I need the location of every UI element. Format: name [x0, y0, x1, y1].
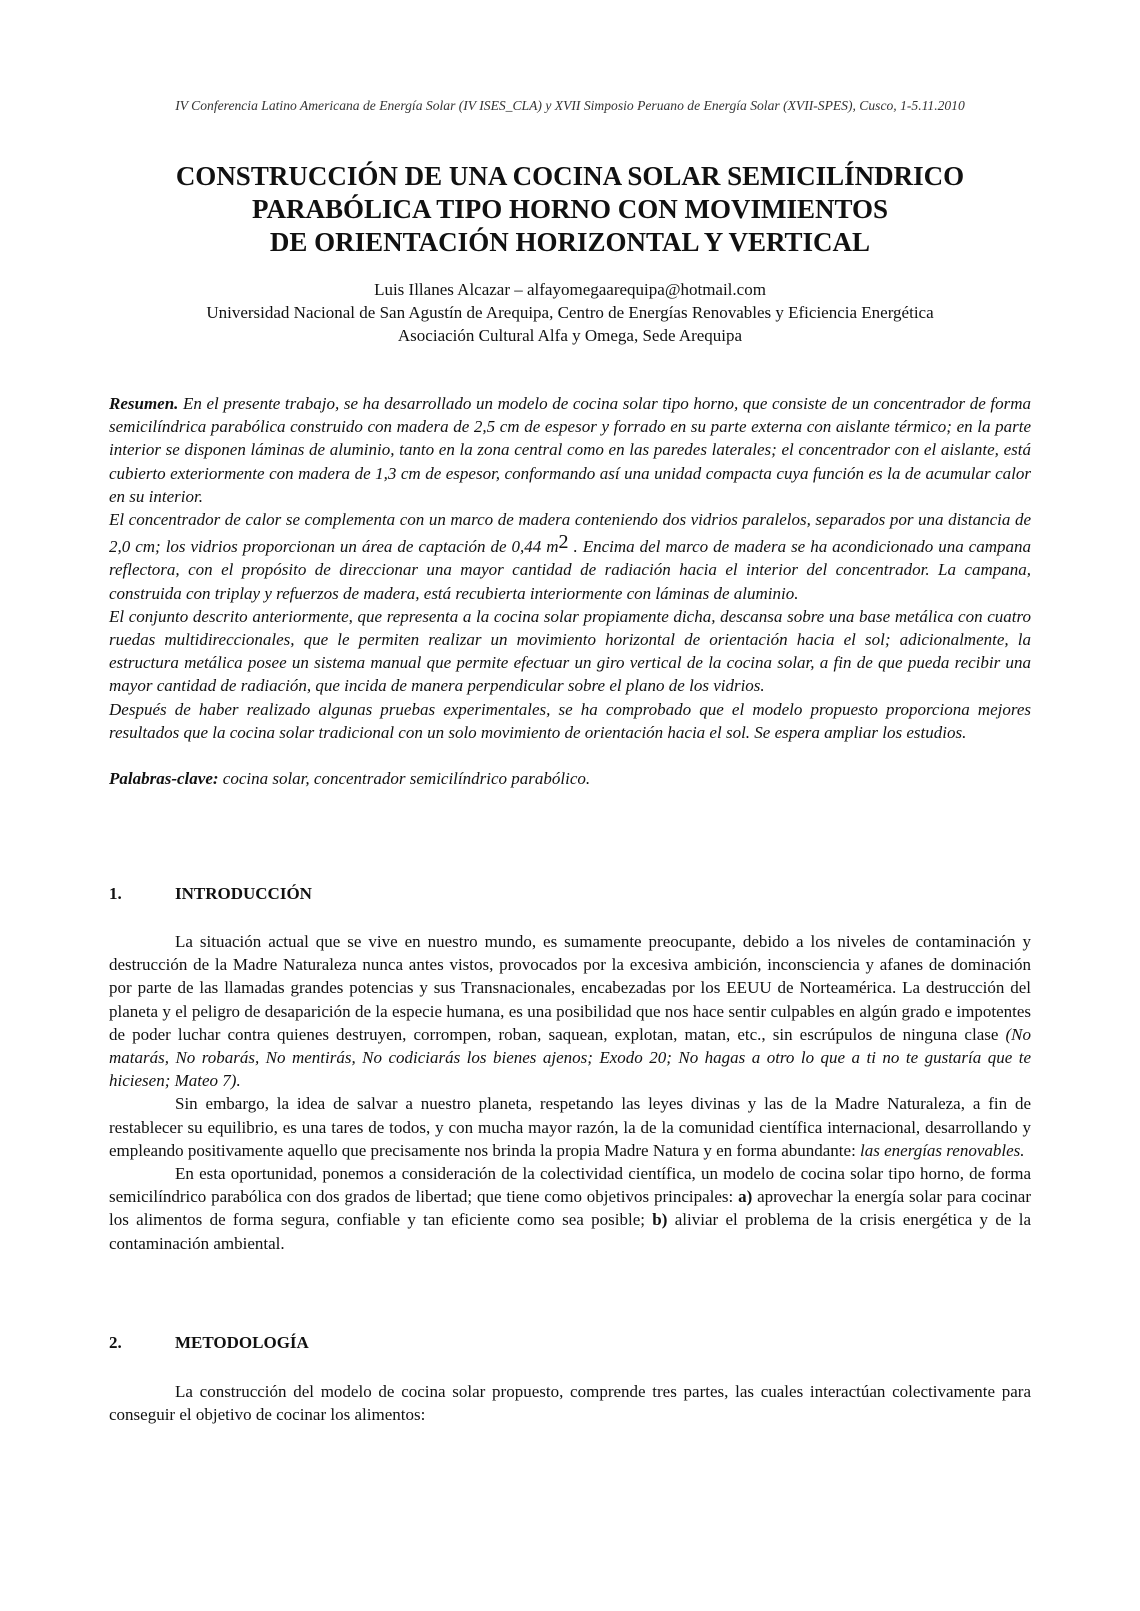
abstract-paragraph-4: Después de haber realizado algunas pruebas experimentales, se ha comprobado que el modelo propuesto proporciona mejores resultados que la cocina solar tradicional con un solo movimiento de orientación hacia el sol. Se espera ampliar los estudios.	[109, 699, 1031, 742]
abstract-text-2b: . Encima del marco de madera se ha acondicionado una campana reflectora, con el propósito de direccionar una mayor cantidad de radiación hacia el interior del concentrador. La campana, construida con triplay y refuerzos de madera, está recubierta interiormente con láminas de aluminio.	[109, 537, 1032, 603]
intro-text-3b: aprovechar la energía solar para cocinar los alimentos de forma segura, confiable y tan eficiente como sea posible;	[109, 1187, 1031, 1230]
methodology-paragraph-1: La construcción del modelo de cocina solar propuesto, comprende tres partes, las cuales interactúan colectivamente para conseguir el objetivo de cocinar los alimentos:	[109, 1382, 1031, 1425]
abstract-text-1: En el presente trabajo, se ha desarrollado un modelo de cocina solar tipo horno, que consiste de un concentrador de forma semicilíndrica parabólica construido con madera de 2,5 cm de espesor y forrado en su parte externa con aislante térmico; en la parte interior se disponen láminas de aluminio, tanto en la zona central como en las paredes laterales; el concentrador con el aislante, está cubierto exteriormente con madera de 1,3 cm de espesor, conformando así una unidad compacta cuya función es la de acumular calor en su interior.	[109, 394, 1031, 506]
abstract	[109, 392, 1031, 790]
intro-emphasis: las energías renovables.	[860, 1140, 1025, 1160]
abstract-paragraph-2	[109, 508, 1031, 605]
intro-text-3c: aliviar el problema de la crisis energética y de la contaminación ambiental.	[109, 1210, 1031, 1253]
section-1-title: INTRODUCCIÓN	[175, 884, 312, 903]
section-1-number: 1.	[109, 884, 122, 903]
running-header: IV Conferencia Latino Americana de Energía Solar (IV ISES_CLA) y XVII Simposio Peruano de Energía Solar (XVII-SPES), Cusco, 1-5.11.2010	[175, 98, 965, 113]
intro-text-2: Sin embargo, la idea de salvar a nuestro planeta, respetando las leyes divinas y las de la Madre Naturaleza, a fin de restablecer su equilibrio, es una tares de todos, y con mucha mayor razón, la de la comunidad científica internacional, desarrollando y empleando positivamente aquello que precisamente nos brinda la propia Madre Natura y en forma abundante:	[109, 1094, 1031, 1160]
affiliation-1: Universidad Nacional de San Agustín de Arequipa, Centro de Energías Renovables y Eficiencia Energética	[206, 303, 934, 322]
paper-title	[100, 160, 1040, 259]
objective-a-label: a)	[738, 1187, 753, 1207]
keywords-text: cocina solar, concentrador semicilíndrico parabólico.	[218, 769, 591, 789]
keywords-line	[109, 767, 1031, 790]
section-2-body	[109, 1380, 1031, 1426]
intro-paragraph-1	[109, 930, 1031, 1092]
section-1-heading	[109, 884, 312, 904]
abstract-paragraph-1	[109, 392, 1031, 508]
objective-b-label: b)	[652, 1210, 668, 1230]
intro-paragraph-2	[109, 1092, 1031, 1162]
title-line-3: DE ORIENTACIÓN HORIZONTAL Y VERTICAL	[269, 227, 871, 257]
intro-text-1: La situación actual que se vive en nuestro mundo, es sumamente preocupante, debido a los niveles de contaminación y destrucción de la Madre Naturaleza nunca antes vistos, provocados por la excesiva ambición, inconsciencia y afanes de dominación por parte de las llamadas grandes potencias y sus Transnacionales, encabezadas por los EEUU de Norteamérica. La destrucción del planeta y el peligro de desaparición de la especie humana, es una posibilidad que nos hace sentir culpables en algún grado e impotentes de poder luchar contra quienes destruyen, corrompen, roban, saquean, explotan, matan, etc., sin escrúpulos de ninguna clase	[109, 932, 1031, 1044]
section-1-body	[109, 930, 1031, 1255]
intro-paragraph-3	[109, 1162, 1031, 1255]
section-2-heading	[109, 1333, 309, 1353]
affiliation-2: Asociación Cultural Alfa y Omega, Sede Arequipa	[397, 326, 743, 345]
section-2-number: 2.	[109, 1333, 122, 1352]
intro-text-3a: En esta oportunidad, ponemos a consideración de la colectividad científica, un modelo de cocina solar tipo horno, de forma semicilíndrico parabólica con dos grados de libertad; que tiene como objetivos principales:	[109, 1164, 1031, 1207]
abstract-paragraph-3: El conjunto descrito anteriormente, que representa a la cocina solar propiamente dicha, descansa sobre una base metálica con cuatro ruedas multidireccionales, que le permiten realizar un movimiento horizontal de orientación hacia el sol; adicionalmente, la estructura metálica posee un sistema manual que permite efectuar un giro vertical de la cocina solar, a fin de que pueda recibir una mayor cantidad de radiación, que incida de manera perpendicular sobre el plano de los vidrios.	[109, 606, 1031, 696]
section-2-title: METODOLOGÍA	[175, 1333, 309, 1352]
intro-quote: (No matarás, No robarás, No mentirás, No codiciarás los bienes ajenos; Exodo 20; No hagas a otro lo que a ti no te gustaría que te hiciesen; Mateo 7).	[109, 1024, 1031, 1091]
abstract-text-2a: El concentrador de calor se complementa con un marco de madera conteniendo dos vidrios paralelos, separados por una distancia de 2,0 cm; los vidrios proporcionan un área de captación de 0,44 m	[109, 510, 1031, 557]
title-line-1: CONSTRUCCIÓN DE UNA COCINA SOLAR SEMICILÍNDRICO	[175, 161, 965, 191]
author-block	[100, 278, 1040, 347]
author-name-email: Luis Illanes Alcazar – alfayomegaarequipa@hotmail.com	[374, 280, 766, 299]
title-line-2: PARABÓLICA TIPO HORNO CON MOVIMIENTOS	[251, 194, 889, 224]
keywords-label: Palabras-clave:	[109, 769, 219, 789]
abstract-label: Resumen.	[109, 394, 179, 413]
superscript-2: 2	[558, 531, 569, 554]
